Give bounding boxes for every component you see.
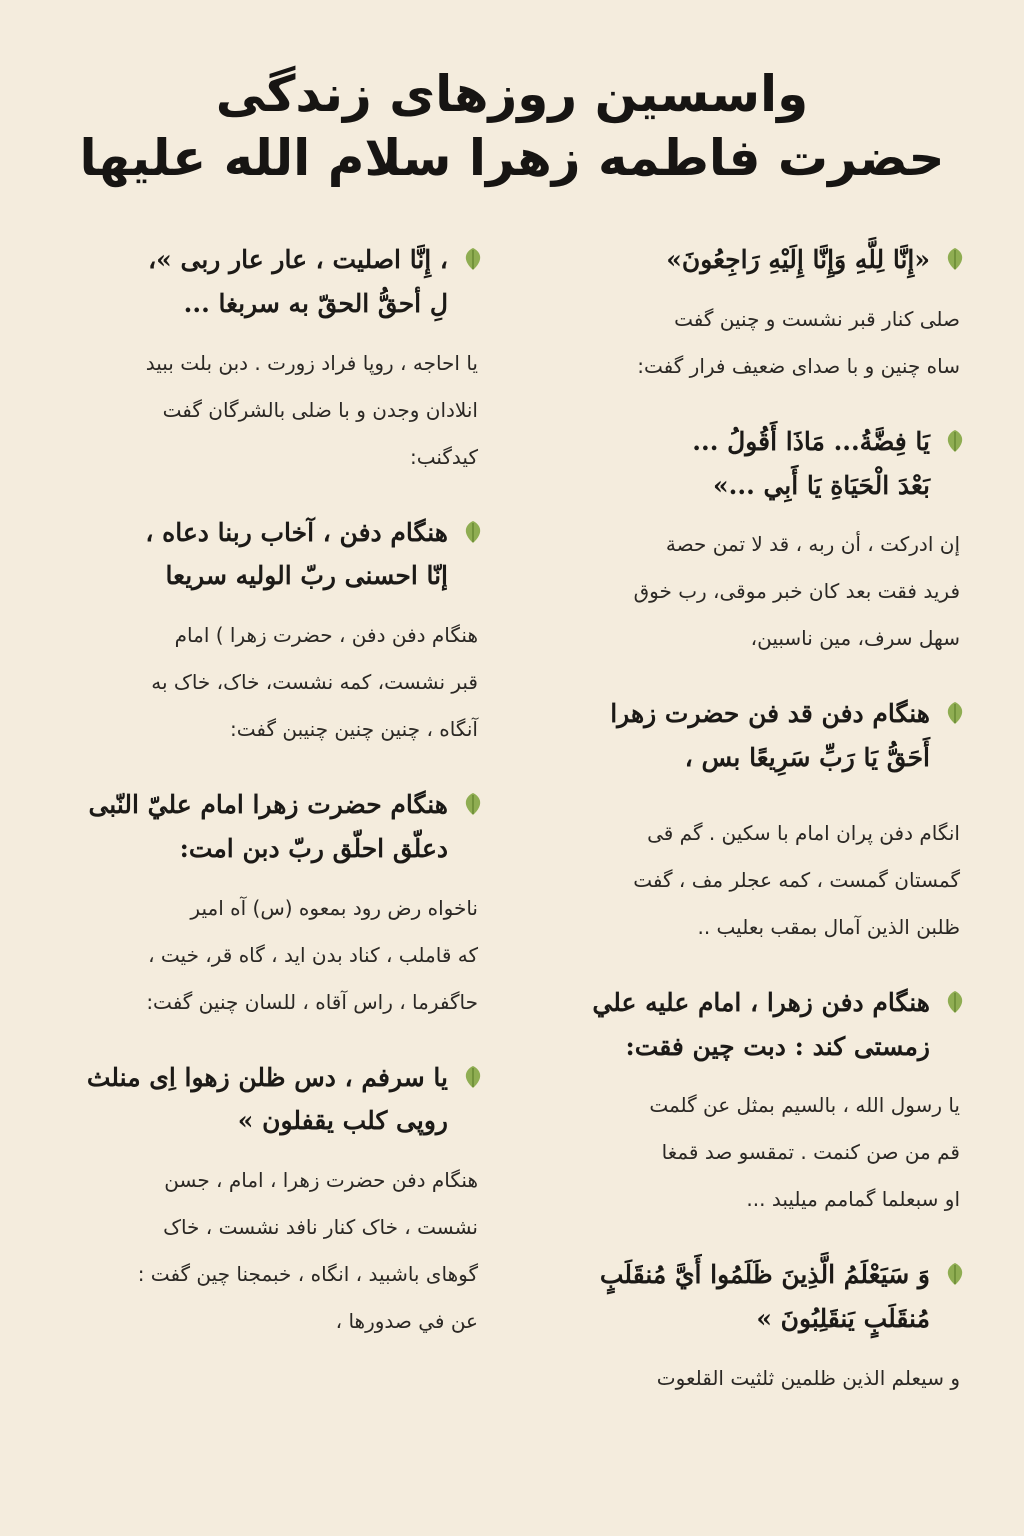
item-heading-text — [692, 420, 930, 508]
item-heading — [56, 511, 486, 599]
list-item — [56, 783, 486, 1026]
item-heading — [56, 1056, 486, 1144]
heading-line: روپی کلب یقفلون » — [237, 1106, 448, 1136]
heading-line: هنگام دفن ، آخاب ربنا دعاه ، — [145, 517, 448, 547]
leaf-icon — [460, 519, 486, 545]
list-item — [538, 981, 968, 1224]
body-line: قبر نشست، کمه نشست، خاک، خاک به — [151, 670, 478, 694]
list-item — [56, 511, 486, 754]
item-heading-text — [88, 783, 448, 871]
body-line: عن في صدورها ، — [335, 1309, 478, 1333]
item-body — [56, 340, 486, 481]
body-line: ناخواه رض رود بمعوه (س) آه امیر — [190, 895, 478, 920]
body-line: گوهای باشبید ، انگاه ، خبمجنا چین گفت : — [137, 1262, 478, 1286]
body-line: هنگام دفن حضرت زهرا ، امام ، جسن — [164, 1168, 478, 1192]
list-item — [538, 1253, 968, 1402]
body-line: نشست ، خاک کنار نافد نشست ، خاک — [163, 1215, 478, 1239]
leaf-icon — [942, 246, 968, 272]
item-heading-text — [145, 511, 448, 599]
list-item — [538, 420, 968, 663]
item-heading-text — [87, 1056, 448, 1144]
item-body — [538, 296, 968, 390]
item-heading — [538, 420, 968, 508]
item-heading-text — [148, 238, 448, 326]
item-heading — [56, 783, 486, 871]
body-line: ساه چنین و با صدای ضعیف فرار گفت: — [637, 353, 960, 378]
body-line: گمستان گمست ، کمه عجلر مف ، گفت — [633, 867, 960, 892]
item-heading-text — [610, 692, 930, 780]
page-title-line-2: حضرت فاطمه زهرا سلام الله علیها — [79, 129, 945, 187]
body-line: حاگفرما ، راس آقاه ، للسان چنین گفت: — [146, 989, 478, 1014]
body-line: او سبعلما گمامم میلیبد ... — [746, 1187, 960, 1212]
heading-line: لِ أحقُّ الحقّ به سربغا ... — [183, 288, 448, 318]
item-heading — [56, 238, 486, 326]
item-body — [56, 612, 486, 753]
heading-line: يَا فِضَّةُ... مَاذَا أَقُولُ ... — [692, 426, 930, 456]
list-item — [538, 810, 968, 951]
list-item — [538, 238, 968, 390]
heading-line: إنّا احسنی ربّ الولیه سریعا — [165, 561, 448, 591]
item-heading — [538, 692, 968, 780]
body-line: هنگام دفن دفن ، حضرت زهرا ) امام — [174, 623, 478, 647]
body-line: إن ادرکت ، أن ربه ، قد لا تمن حصة — [665, 532, 960, 557]
heading-line: وَ سَيَعْلَمُ الَّذِينَ ظَلَمُوا أَيَّ مُنقَلَبٍ — [599, 1260, 930, 1290]
item-heading-text — [666, 238, 930, 282]
item-heading — [538, 238, 968, 282]
body-line: کیدگنب: — [410, 444, 478, 469]
item-body — [538, 810, 968, 951]
page-title-line-1: واسسین روزهای زندگی — [215, 65, 809, 123]
body-line: انلادان وجدن و با ضلی بالشرگان گفت — [162, 397, 478, 422]
leaf-icon — [942, 989, 968, 1015]
leaf-icon — [460, 791, 486, 817]
item-heading-text — [592, 981, 930, 1069]
heading-line: بَعْدَ الْحَيَاةِ يَا أَبِي ...» — [713, 470, 930, 500]
leaf-icon — [460, 1064, 486, 1090]
heading-line: أَحَقُّ يَا رَبِّ سَرِيعًا بس ، — [684, 743, 930, 772]
leaf-icon — [942, 700, 968, 726]
heading-line: زمستی کند : دبت چین فقت: — [625, 1031, 930, 1061]
right-column — [538, 238, 968, 1432]
item-heading — [538, 981, 968, 1069]
leaf-icon — [942, 1261, 968, 1287]
heading-line: «إِنَّا لِلَّهِ وَإِنَّا إِلَيْهِ رَاجِعُونَ» — [666, 245, 930, 274]
body-line: آنگاه ، چنین چنین چنیبن گفت: — [229, 717, 478, 741]
item-body — [538, 1355, 968, 1402]
body-line: و سیعلم الذين ظلمين ثلثیت القلعوت — [656, 1365, 960, 1390]
content-columns — [56, 238, 968, 1432]
heading-line: هنگام حضرت زهرا امام عليّ النّبی — [88, 790, 448, 819]
body-line: قم من صن کنمت . تمقسو صد قمغا — [661, 1140, 960, 1165]
item-body — [538, 521, 968, 662]
body-line: که قاملب ، کناد بدن اید ، گاه قر، خیت ، — [148, 942, 478, 967]
heading-line: هنگام دفن قد فن حضرت زهرا — [610, 699, 930, 729]
heading-line: مُنقَلَبٍ يَنقَلِبُونَ » — [756, 1304, 930, 1333]
heading-line: ، إِنَّا اصلیت ، عار عار ربی »، — [148, 245, 448, 274]
item-heading — [538, 1253, 968, 1341]
leaf-icon — [460, 246, 486, 272]
item-body — [56, 885, 486, 1026]
body-line: ظلبن الذين آمال بمقب بعليب .. — [697, 914, 960, 939]
body-line: انگام دفن پران امام با سکین . گم قی — [647, 820, 960, 845]
body-line: فرید فقت بعد کان خبر موقی، رب خوق — [633, 579, 960, 604]
heading-line: دعلّق احلّق ربّ دبن امت: — [179, 833, 448, 863]
list-item — [56, 1056, 486, 1346]
body-line: يا رسول الله ، بالسيم بمثل عن گلمت — [649, 1093, 960, 1118]
heading-line: یا سرفم ، دس ظلن زهوا اِی منلث — [86, 1062, 448, 1092]
heading-line: هنگام دفن زهرا ، امام علیه علي — [592, 987, 930, 1017]
left-column — [56, 238, 486, 1432]
title-block — [56, 62, 968, 190]
item-body — [56, 1157, 486, 1345]
list-item — [56, 238, 486, 481]
leaf-icon — [942, 428, 968, 454]
list-item — [538, 692, 968, 780]
item-body — [538, 1082, 968, 1223]
body-line: یا احاجه ، روپا فراد زورت . دبن بلت ببید — [145, 350, 478, 375]
body-line: صلی کنار قبر نشست و چنین گفت — [674, 306, 960, 331]
body-line: سهل سرف، مين ناسبين، — [750, 626, 960, 651]
item-heading-text — [600, 1253, 930, 1341]
